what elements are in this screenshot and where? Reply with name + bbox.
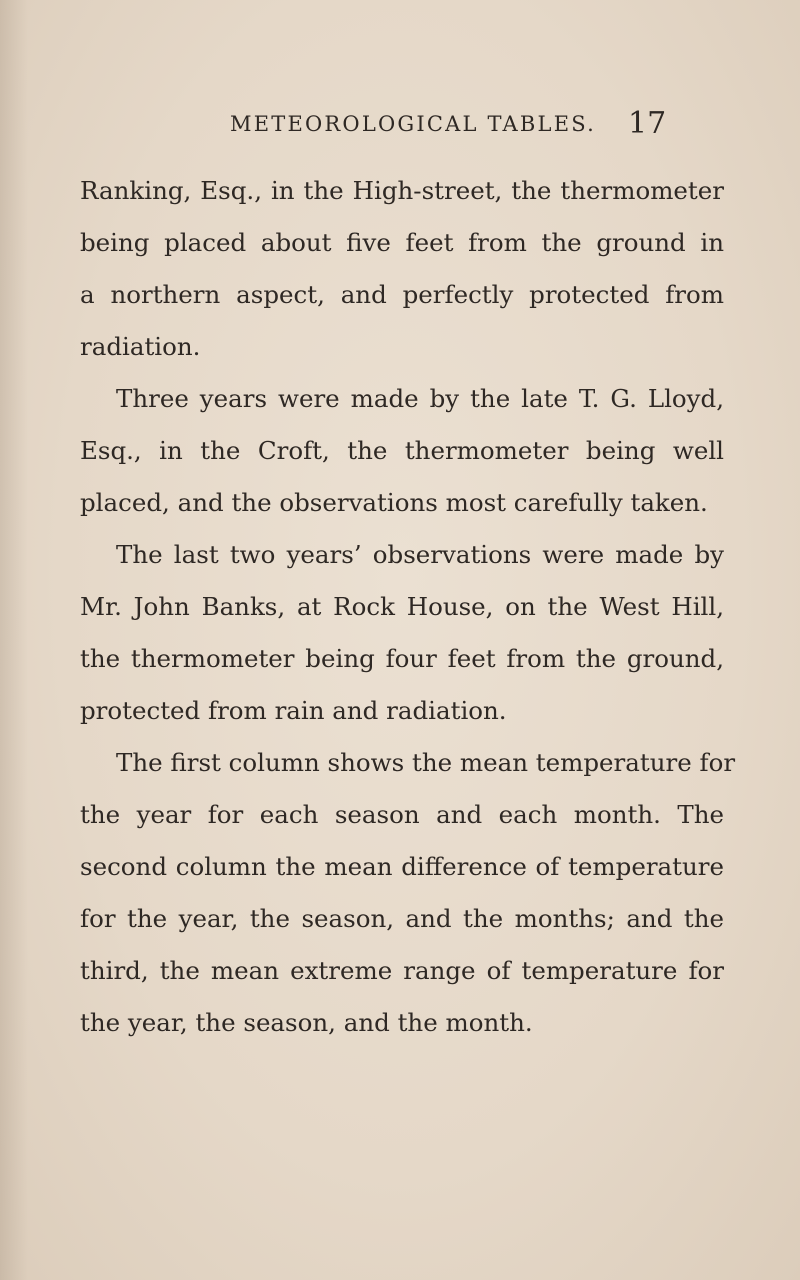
text-line: a northern aspect, and perfectly protected from: [80, 280, 724, 309]
text-line: The last two years’ observations were made by: [116, 540, 724, 569]
text-line: the year for each season and each month. The: [80, 800, 724, 829]
text-line: Three years were made by the late T. G. Lloyd,: [116, 384, 724, 413]
body-text: [80, 165, 736, 1049]
text-line: radiation.: [80, 332, 201, 361]
running-title: METEOROLOGICAL TABLES.: [230, 112, 596, 136]
text-line: for the year, the season, and the months; and the: [80, 904, 724, 933]
text-line: being placed about five feet from the ground in: [80, 228, 724, 257]
text-line: the thermometer being four feet from the ground,: [80, 644, 724, 673]
page-gutter-shadow: [0, 0, 28, 1280]
page-number: 17: [628, 106, 667, 141]
text-line: The first column shows the mean temperature for: [116, 748, 736, 777]
text-line: placed, and the observations most carefully taken.: [80, 488, 708, 517]
text-line: Ranking, Esq., in the High-street, the thermometer: [80, 176, 724, 205]
text-line: second column the mean difference of temperature: [80, 852, 724, 881]
text-line: third, the mean extreme range of temperature for: [80, 956, 724, 985]
text-line: Mr. John Banks, at Rock House, on the West Hill,: [80, 592, 724, 621]
text-line: the year, the season, and the month.: [80, 1008, 533, 1037]
text-line: protected from rain and radiation.: [80, 696, 507, 725]
text-line: Esq., in the Croft, the thermometer being well: [80, 436, 724, 465]
running-header: [230, 106, 720, 148]
